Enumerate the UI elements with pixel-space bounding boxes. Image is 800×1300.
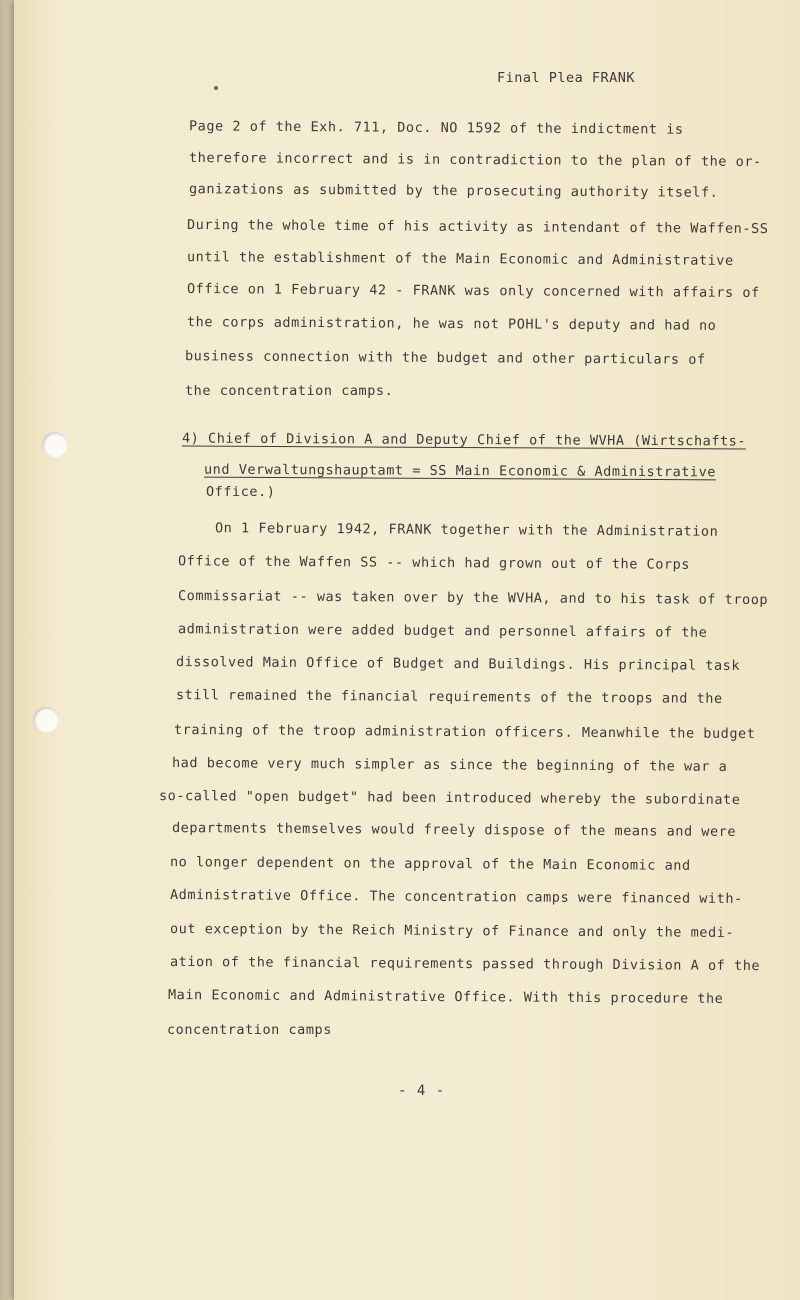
text-line: business connection with the budget and other particulars of <box>184 348 706 368</box>
text-line: Office of the Waffen SS -- which had grown out of the Corps <box>177 553 691 573</box>
text-line: had become very much simpler as since the beginning of the war a <box>171 755 728 775</box>
text-line: so-called "open budget" had been introduced whereby the subordinate <box>158 787 741 809</box>
section-heading: und Verwaltungshauptamt = SS Main Economic & Administrative <box>203 461 717 481</box>
text-line: During the whole time of his activity as intendant of the Waffen-SS <box>186 216 769 238</box>
section-heading: 4) Chief of Division A and Deputy Chief of the WVHA (Wirtschafts- <box>181 430 747 450</box>
text-line: departments themselves would freely dispose of the means and were <box>171 820 737 840</box>
text-line: still remained the financial requirements of the troops and the <box>175 687 723 707</box>
section-heading: Office.) <box>206 484 276 500</box>
text-line: On 1 February 1942, FRANK together with the Administration <box>214 520 719 540</box>
text-line: Commissariat -- was taken over by the WVHA, and to his task of troop <box>177 587 769 609</box>
ink-speck <box>214 86 218 90</box>
page-header: Final Plea FRANK <box>497 70 636 86</box>
punch-hole <box>42 432 68 458</box>
text-line: therefore incorrect and is in contradiction to the plan of the or- <box>188 150 762 170</box>
text-line: Office on 1 February 42 - FRANK was only concerned with affairs of <box>186 281 760 301</box>
text-line: concentration camps <box>167 1022 332 1038</box>
text-line: Administrative Office. The concentration camps were financed with- <box>169 887 743 907</box>
text-line: the concentration camps. <box>185 383 394 399</box>
page-number: - 4 - <box>398 1083 446 1099</box>
text-line: the corps administration, he was not POHL's deputy and had no <box>186 314 717 334</box>
text-line: Main Economic and Administrative Office. With this procedure the <box>167 987 724 1007</box>
text-line: ganizations as submitted by the prosecuting authority itself. <box>188 181 719 201</box>
text-line: ation of the financial requirements passed through Division A of the <box>169 953 761 975</box>
text-line: until the establishment of the Main Economic and Administrative <box>186 249 734 269</box>
text-line: no longer dependent on the approval of the Main Economic and <box>169 854 691 874</box>
text-line: dissolved Main Office of Budget and Buildings. His principal task <box>175 654 741 674</box>
text-line: Page 2 of the Exh. 711, Doc. NO 1592 of the indictment is <box>188 118 684 138</box>
binding-edge <box>0 0 14 1300</box>
text-line: administration were added budget and personnel affairs of the <box>177 621 708 641</box>
text-line: out exception by the Reich Ministry of Finance and only the medi- <box>169 921 735 941</box>
text-line: training of the troop administration officers. Meanwhile the budget <box>173 721 756 743</box>
punch-hole <box>33 707 59 733</box>
